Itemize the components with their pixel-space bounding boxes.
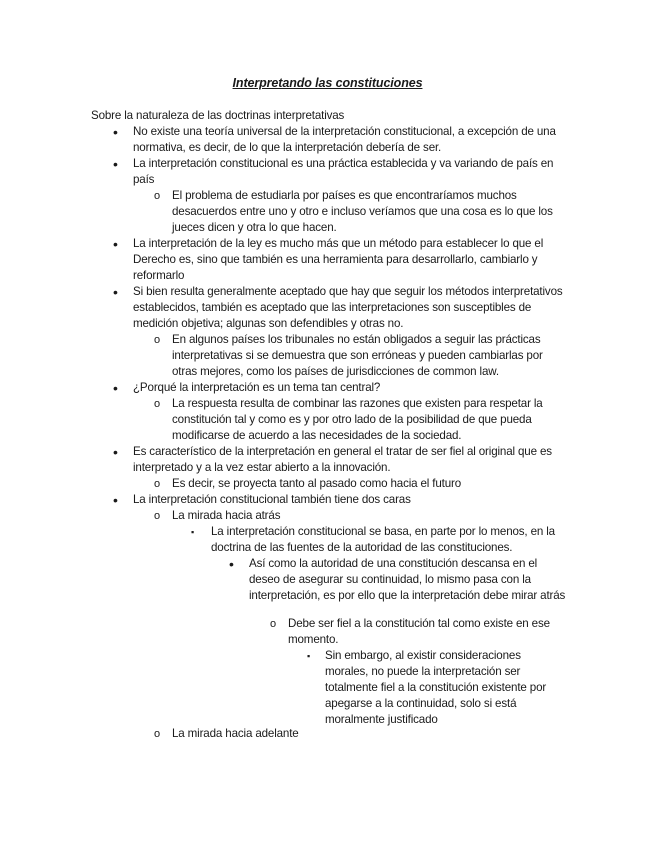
list-item: Sin embargo, al existir consideraciones morales, no puede la interpretación ser totalmente fiel a la constitución existente por apegarse a la continuidad, solo si está moralmente justificado <box>325 649 547 726</box>
bullet-marker: o <box>154 478 161 490</box>
bullet-marker: • <box>113 236 118 252</box>
list-item: La interpretación constitucional se basa, en parte por lo menos, en la doctrina de las fuentes de la autoridad de las constituciones. <box>211 525 555 554</box>
list-item: Así como la autoridad de una constitución descansa en el deseo de asegurar su continuidad, lo mismo pasa con la interpretación, es por ello que la interpretación debe mirar atrás <box>249 557 566 602</box>
list-item: Si bien resulta generalmente aceptado que hay que seguir los métodos interpretativos establecidos, también es aceptado que las interpretaciones son susceptibles de medición objetiva; algunas son defendibles y otras no. <box>133 285 563 330</box>
list-item: Es característico de la interpretación en general el tratar de ser fiel al original que es interpretado y a la vez estar abierto a la innovación. <box>133 445 552 474</box>
list-item: La respuesta resulta de combinar las razones que existen para respetar la constitución tal y como es y por otro lado de la posibilidad de que pueda modificarse de acuerdo a las necesidades de la sociedad. <box>172 397 543 442</box>
bullet-marker: • <box>229 556 234 572</box>
bullet-marker: • <box>113 444 118 460</box>
bullet-marker: o <box>154 398 161 410</box>
bullet-marker: • <box>113 284 118 300</box>
list-item: No existe una teoría universal de la interpretación constitucional, a excepción de una normativa, es decir, de lo que la interpretación debería de ser. <box>133 125 556 154</box>
bullet-marker: ▪ <box>191 527 195 537</box>
list-item: La mirada hacia atrás <box>172 509 281 522</box>
bullet-marker: o <box>154 334 161 346</box>
bullet-marker: • <box>113 156 118 172</box>
bullet-marker: o <box>154 728 161 740</box>
bullet-marker: ▪ <box>307 651 311 661</box>
list-item: La mirada hacia adelante <box>172 727 299 740</box>
document-title: Interpretando las constituciones <box>232 76 423 90</box>
list-item: La interpretación de la ley es mucho más que un método para establecer lo que el Derecho es, sino que también es una herramienta para desarrollarlo, cambiarlo y reformarlo <box>133 237 544 282</box>
bullet-marker: • <box>113 124 118 140</box>
list-item: Es decir, se proyecta tanto al pasado como hacia el futuro <box>172 477 462 490</box>
list-item: El problema de estudiarla por países es que encontraríamos muchos desacuerdos entre uno y otro e incluso veríamos que una cosa es lo que los jueces dicen y otra lo que hacen. <box>172 189 553 234</box>
bullet-marker: • <box>113 380 118 396</box>
list-item: ¿Porqué la interpretación es un tema tan central? <box>133 381 381 394</box>
bullet-marker: o <box>154 190 161 202</box>
list-item: En algunos países los tribunales no están obligados a seguir las prácticas interpretativas si se demuestra que son erróneas y pueden cambiarlas por otras mejores, como los países de jurisdicciones de common law. <box>172 333 543 378</box>
bullet-marker: o <box>270 618 277 630</box>
list-item: La interpretación constitucional es una práctica establecida y va variando de país en país <box>133 157 554 186</box>
bullet-marker: o <box>154 510 161 522</box>
list-item: Debe ser fiel a la constitución tal como existe en ese momento. <box>288 617 550 646</box>
intro-line: Sobre la naturaleza de las doctrinas interpretativas <box>91 109 345 122</box>
list-item: La interpretación constitucional también tiene dos caras <box>133 493 411 506</box>
bullet-marker: • <box>113 492 118 508</box>
